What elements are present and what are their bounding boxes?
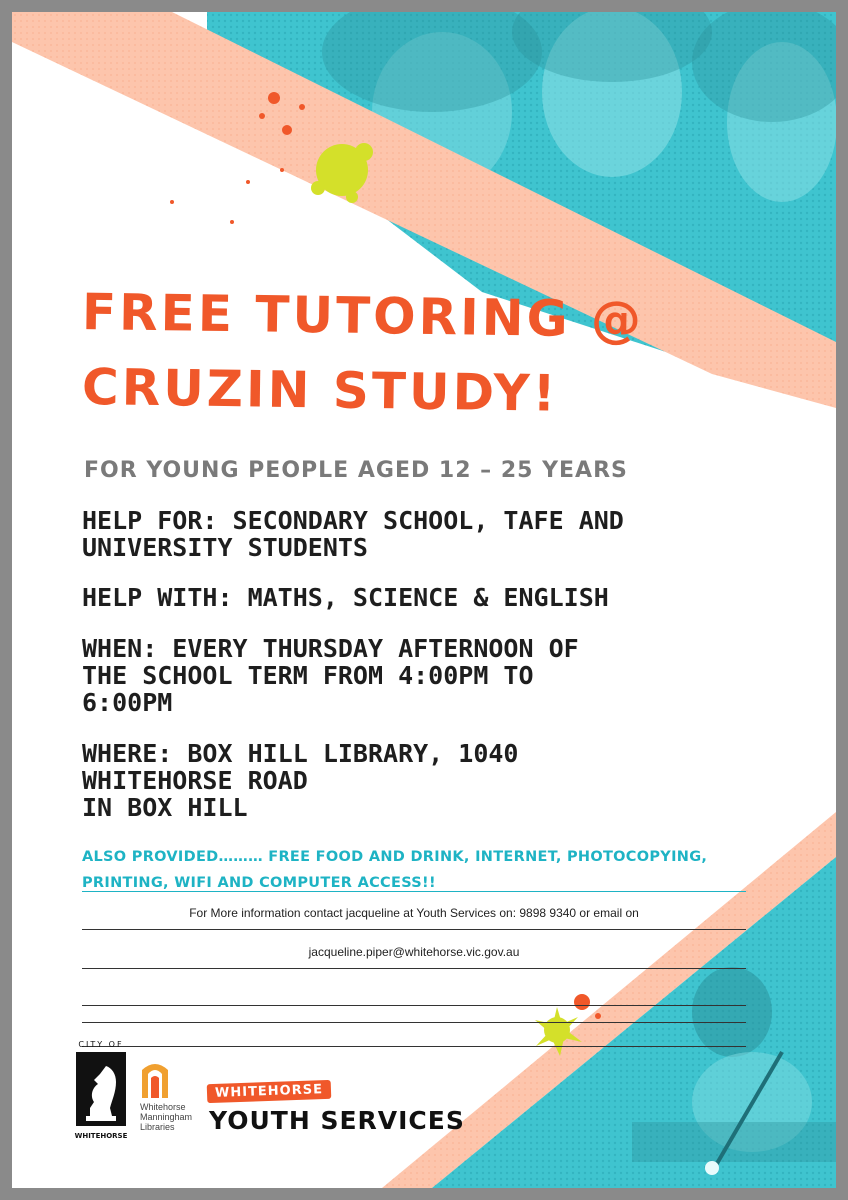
where-line: WHITEHORSE ROAD — [82, 766, 308, 795]
contact-info: For More information contact jacqueline at Youth Services on: 9898 9340 or email on — [189, 906, 639, 920]
also-provided-line: ALSO PROVIDED……… FREE FOOD AND DRINK, INTERNET, PHOTOCOPYING, — [82, 849, 708, 865]
when-line: 6:00PM — [82, 688, 173, 717]
title-line-2: CRUZIN STUDY! — [81, 358, 559, 423]
help-for-line: UNIVERSITY STUDENTS — [82, 533, 368, 562]
contact-email: jacqueline.piper@whitehorse.vic.gov.au — [308, 945, 520, 959]
libraries-logo-line: Libraries — [140, 1122, 175, 1132]
knight-chess-icon — [76, 1052, 126, 1126]
also-provided-line: PRINTING, WIFI AND COMPUTER ACCESS!! — [82, 875, 436, 891]
flyer-page — [12, 12, 836, 1188]
write-line — [82, 968, 746, 969]
libraries-logo — [140, 1058, 210, 1138]
when-line: WHEN: EVERY THURSDAY AFTERNOON OF — [82, 634, 579, 663]
also-provided-text — [82, 844, 752, 896]
library-arch-icon — [140, 1058, 170, 1098]
where-text — [82, 740, 772, 821]
youth-services-badge: WHITEHORSE — [207, 1080, 332, 1103]
when-line: THE SCHOOL TERM FROM 4:00PM TO — [82, 661, 534, 690]
where-line: IN BOX HILL — [82, 793, 248, 822]
youth-services-wordmark: YOUTH SERVICES — [209, 1106, 465, 1135]
council-logo-bottom-text: WHITEHORSE — [74, 1132, 128, 1140]
help-with-text — [82, 584, 772, 611]
whitehorse-council-logo — [74, 1040, 128, 1140]
libraries-logo-line: Whitehorse — [140, 1102, 186, 1112]
council-logo-top-text: CITY OF — [78, 1040, 124, 1049]
write-line — [82, 1046, 746, 1047]
youth-services-logo — [207, 1082, 477, 1138]
where-line: WHERE: BOX HILL LIBRARY, 1040 — [82, 739, 519, 768]
title-line-1: FREE TUTORING @ — [81, 283, 645, 349]
write-line — [82, 929, 746, 930]
help-with-line: HELP WITH: MATHS, SCIENCE & ENGLISH — [82, 583, 609, 612]
write-line — [82, 1022, 746, 1023]
help-for-line: HELP FOR: SECONDARY SCHOOL, TAFE AND — [82, 506, 624, 535]
help-for-text — [82, 507, 772, 561]
libraries-logo-text — [140, 1102, 192, 1132]
age-range-subtitle: FOR YOUNG PEOPLE AGED 12 – 25 YEARS — [84, 458, 628, 483]
divider — [82, 891, 746, 892]
write-line — [82, 1005, 746, 1006]
when-text — [82, 635, 772, 716]
libraries-logo-line: Manningham — [140, 1112, 193, 1122]
